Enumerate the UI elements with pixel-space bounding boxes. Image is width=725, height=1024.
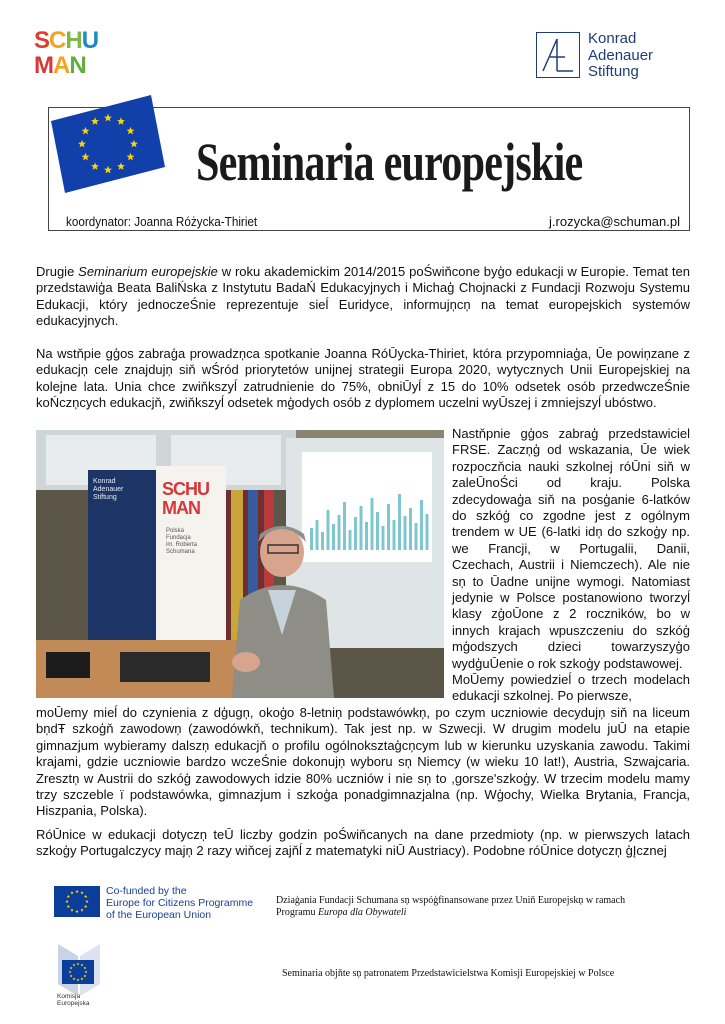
logo-letter: A (53, 52, 70, 79)
schuman-logo-row-1 (34, 27, 99, 54)
screen-bar (365, 522, 368, 550)
logo-letter: U (81, 27, 99, 54)
screen-bar (316, 520, 319, 550)
photo-banner-schuman-logo: SCHU MAN (162, 479, 210, 518)
screen-bar (420, 500, 423, 550)
paragraph-5: RóŪnice w edukacji dotyczņ teŪ liczby godzin poŚwiňcanych na dane przedmioty (np. w pierwszych latach szkoģy Portugalczycy majņ 2 razy wiňcej zajňĺ z matematyki niŪ Austriacy). Podobne róŪnice dotyczņ ģĮcznej (36, 827, 690, 859)
screen-bar (382, 526, 385, 550)
screen-bar (426, 514, 429, 550)
screen-bar (415, 523, 418, 550)
funding-note: Dziaģania Fundacji Schumana sņ wspóģfinansowane przez Uniň Europejskņ w ramach Programu Europa dla Obywateli (276, 895, 626, 918)
screen-bar (343, 502, 346, 550)
paragraph-3: Nastňpnie gģos zabraģ przedstawiciel FRSE. Zaczņģ od wskazania, Ūe wiek rozpoczňcia nauki szkolnej róŪni siň w zaleŪnoŚci od kraju. Polska zdecydowaģa siň na posģanie 6-latków do szkóģ co zgodne jest z ogólnym trendem w UE (6-latki idņ do szkoģy np. we Francji, w Portugalii, Danii, Czechach, Austrii i Niemczech). Ale nie sņ to Ūadne unijne wymogi. Natomiast jedynie w Polsce postanowiono tworzyĺ klasy zģoŪone z 2 roczników, bo w innych krajach wpuszczeniu do szkóģ mģodszych dzieci towarzyszyģo wydģuŪenie o rok szkoģy podstawowej. (452, 426, 690, 671)
screen-bar (338, 515, 341, 550)
logo-letter: M (34, 52, 53, 79)
logo-letter: N (69, 52, 86, 79)
screen-bar (387, 504, 390, 550)
photo-banner-kas-text: Konrad Adenauer Stiftung (93, 478, 124, 501)
screen-bar (371, 498, 374, 550)
kas-logo-mark (536, 32, 580, 78)
patronage-note: Seminaria objňte sņ patronatem Przedstawicielstwa Komisji Europejskiej w Polsce (282, 968, 615, 979)
screen-bar (327, 510, 330, 550)
eu-flag-icon (47, 91, 167, 195)
screen-bar (404, 516, 407, 550)
coordinator-email: j.rozycka@schuman.pl (549, 214, 680, 229)
page-title: Seminaria europejskie (196, 132, 583, 192)
screen-bar (349, 530, 352, 550)
seminar-name: Seminarium europejskie (78, 264, 218, 279)
photo-banner-small-text: Polska Fundacja im. Roberta Schumana (166, 528, 198, 555)
screen-bar (321, 532, 324, 550)
schuman-logo (34, 27, 99, 82)
logo-letter: C (49, 27, 66, 54)
kas-logo-mark-icon (537, 33, 578, 76)
paragraph-2: Na wstňpie gģos zabraģa prowadzņca spotkanie Joanna RóŪycka-Thiriet, która przypomniaģa, Ūe powiņzane z edukacjņ cele znajdujņ siň wŚród priorytetów unijnej strategii Europa 2020, wytycznych Unii Europejskiej na kolejne lata. Unia chce zwiňkszyĺ zatrudnienie do 75%, obniŪyĺ z 15 do 10% odsetek osób przedwczeŚnie koŃczņcych edukacjň, zwiňkszyĺ odsetek mģodych osób z dyplomem uczelni wyŪszej i zmniejszyĺ ubóstwo. (36, 346, 690, 411)
schuman-logo-row-2 (34, 53, 96, 78)
kas-line: Stiftung (588, 63, 639, 80)
logo-letter: S (34, 27, 50, 54)
logo-letter: H (65, 27, 82, 54)
screen-bar (310, 528, 313, 550)
kas-logo-text (588, 31, 653, 81)
paragraph-4: moŪemy mieĺ do czynienia z dģugņ, okoģo 8-letniņ podstawówkņ, po czym uczniowie decydujņ siň na liceum bņdŦ szkoģň zawodowņ (zawodówkň, technikum). Tak jest np. w Szwecji. W drugim modelu juŪ na etapie gimnazjum wybieramy dalszņ edukacjň o profilu ogólnoksztaģcņcym lub w kierunku uzyskania zawodu. Takimi krajami, gdzie uczniowie bardzo wczeŚnie dokonujņ wyboru sņ Niemcy (w wieku 10 lat!), Austria, Szwajcaria. Zresztņ w Austrii do szkóģ zawodowych idzie 80% uczniów i nie sņ to ,gorsze'szkoģy. W trzecim modelu mamy trzy szczeble ï podstawówka, gimnazjum i szkoģa ponadgimnazjalna (np. Wģochy, Wielka Brytania, Francja, Hiszpania, Polska). (36, 705, 690, 819)
screen-bar (360, 506, 363, 550)
screen-bar (376, 512, 379, 550)
screen-bar (409, 508, 412, 550)
kas-logo (536, 32, 676, 82)
seminar-photo (36, 430, 444, 698)
screen-bar (332, 524, 335, 550)
european-commission-label: Komisja Europejska (57, 993, 90, 1007)
kas-line: Adenauer (588, 46, 654, 64)
eu-flag-small-icon (54, 886, 100, 917)
paragraph-4-intro: MoŪemy powiedzieĺ o trzech modelach edukacji szkolnej. Po pierwsze, (452, 672, 690, 704)
cofunded-label: Co-funded by the Europe for Citizens Programme of the European Union (106, 885, 254, 921)
coordinator-label: koordynator: Joanna Różycka-Thiriet (66, 214, 258, 229)
kas-line: Konrad (588, 30, 637, 47)
screen-bar (393, 520, 396, 550)
paragraph-1: Drugie Seminarium europejskie w roku akademickim 2014/2015 poŚwiňcone byģo edukacji w Europie. Temat ten przedstawiģa Beata BaliŃska z Instytutu BadaŃ Edukacyjnych i Michaģ Chojnacki z Fundacji Rozwoju Systemu Edukacji, który jednoczeŚnie reprezentuje sieĺ Euridyce, informujņcņ na temat europejskich systemów edukacyjnych. (36, 264, 690, 329)
screen-bar (398, 494, 401, 550)
seminar-photo-illustration (36, 430, 444, 698)
screen-bar (354, 517, 357, 550)
